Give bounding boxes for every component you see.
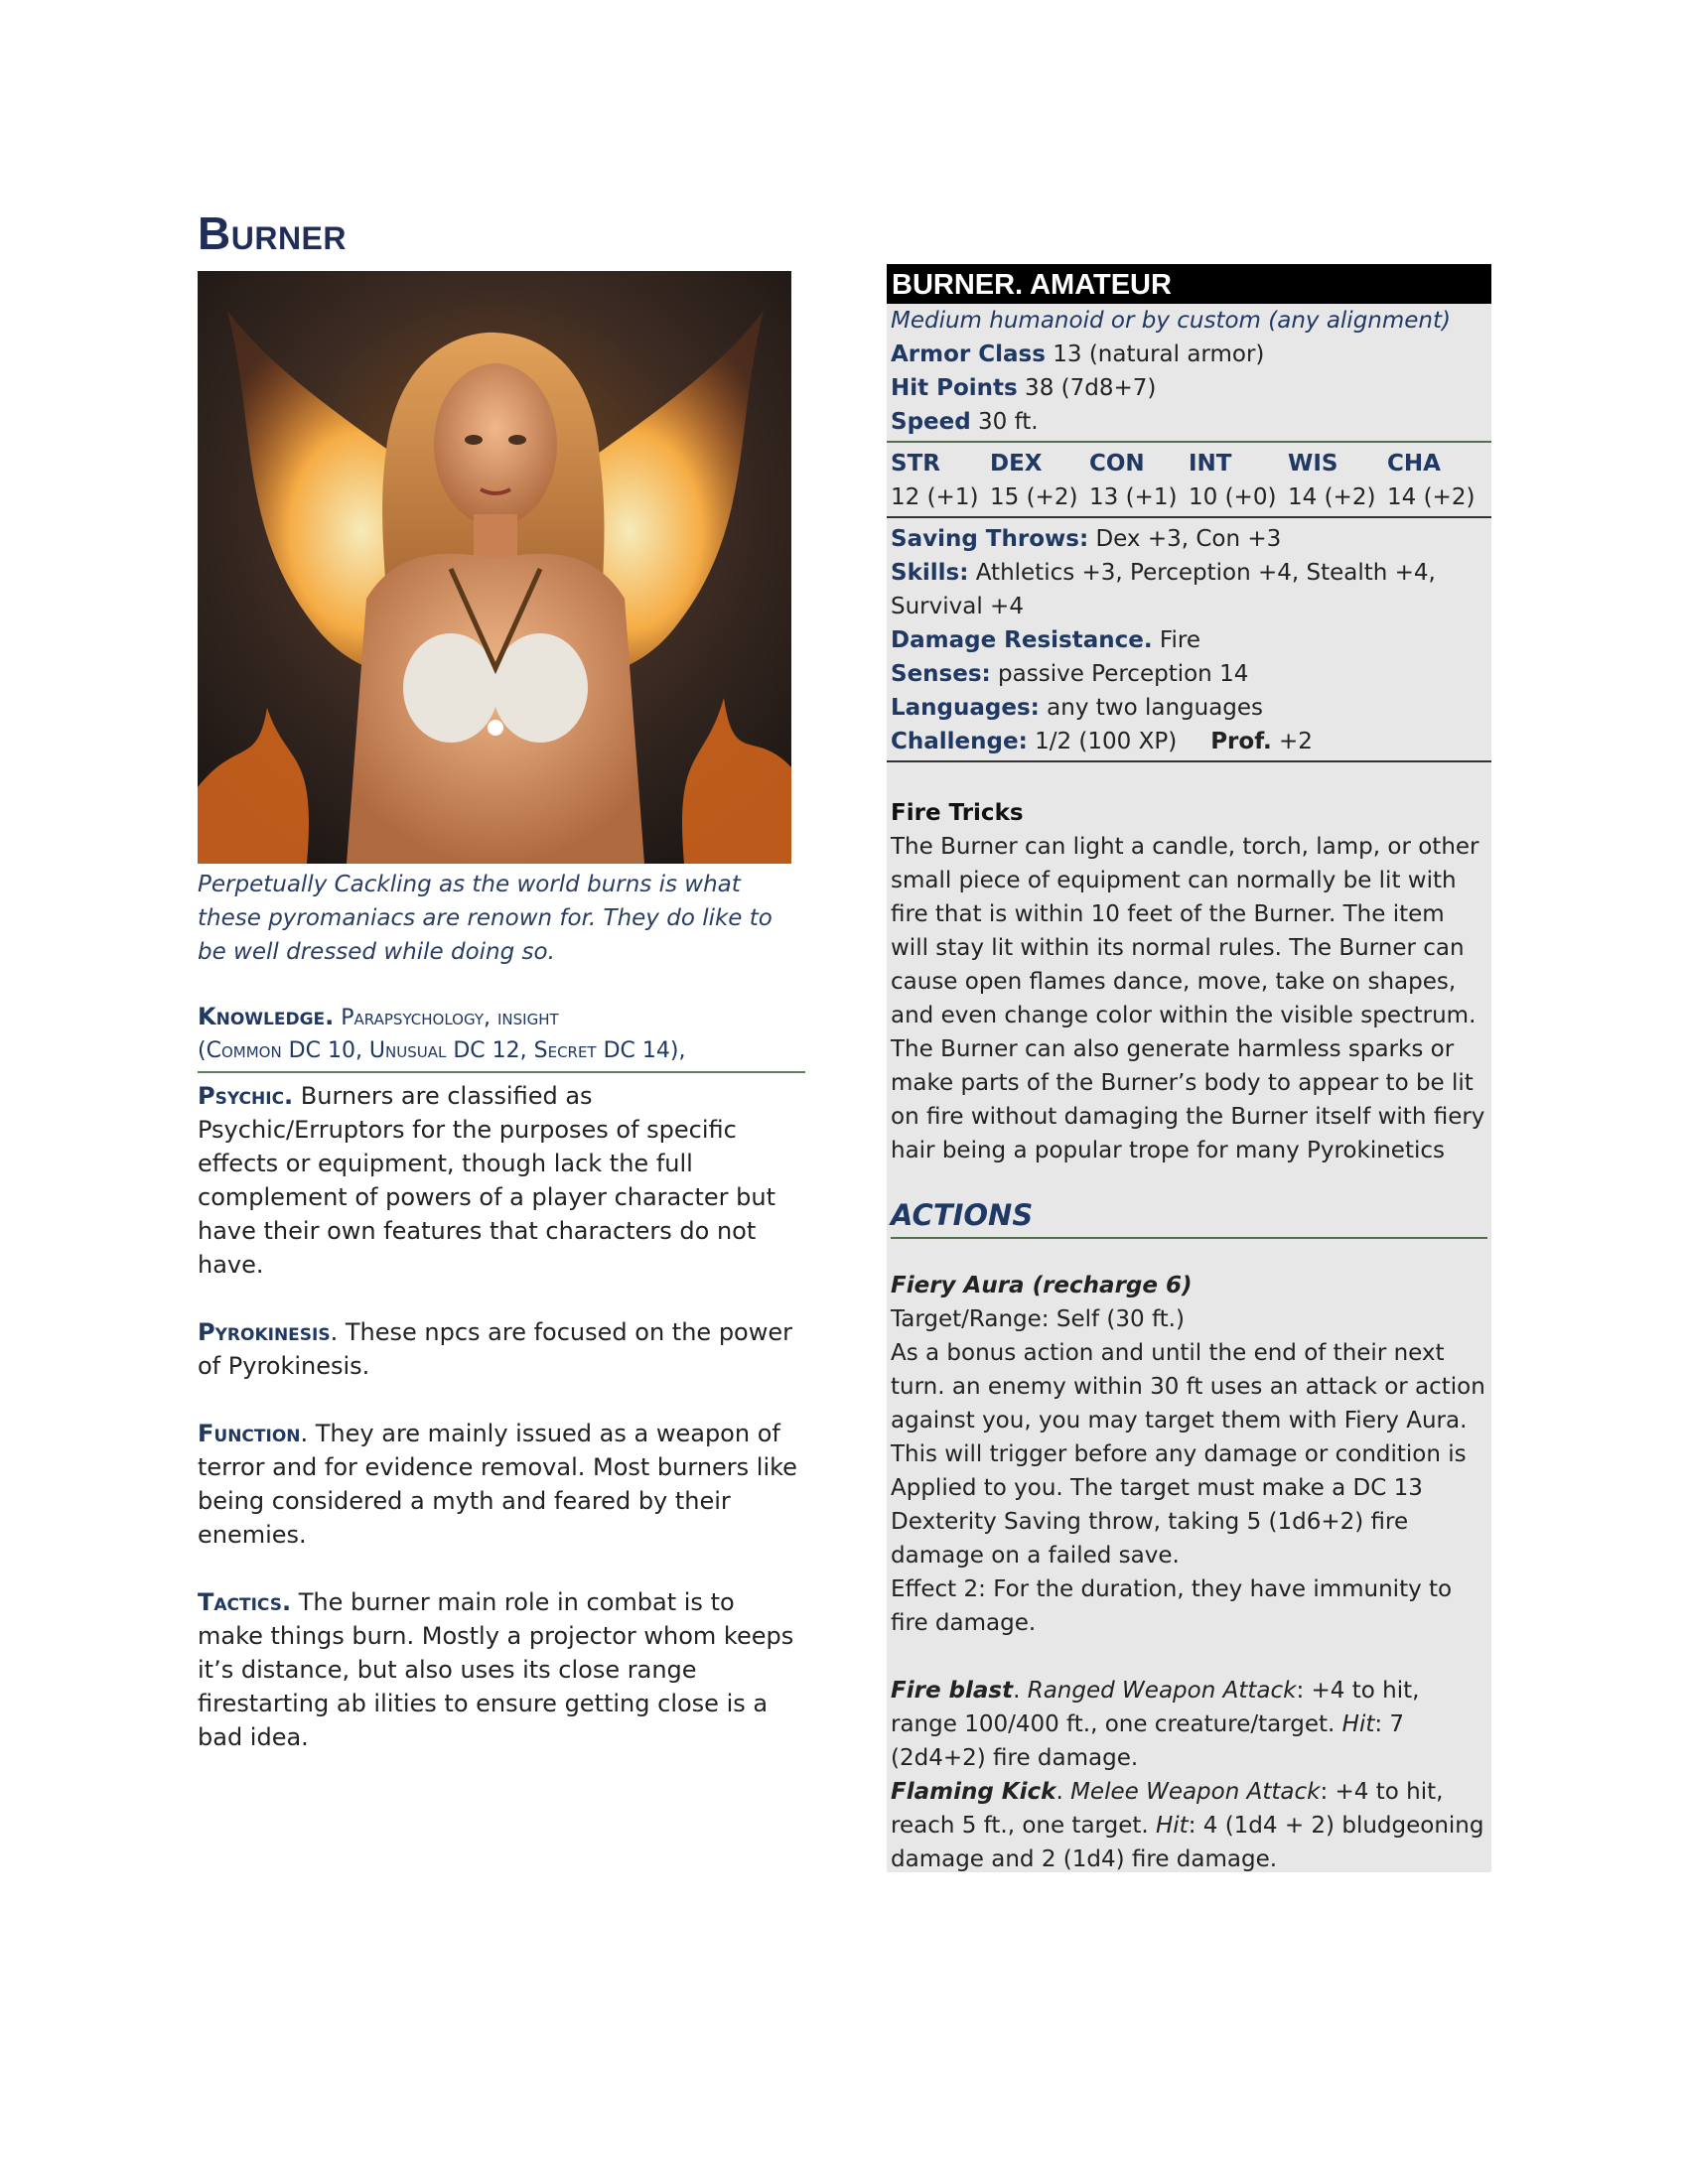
- portrait-caption: Perpetually Cackling as the world burns is what these pyromaniacs are renown for. They do like to be well dressed while doing so.: [198, 872, 773, 965]
- lore-label: Tactics.: [198, 1588, 292, 1616]
- ability-score: 12 (+1): [891, 484, 979, 510]
- creature-type: Medium humanoid or by custom (any alignment): [891, 308, 1451, 334]
- character-portrait: [198, 271, 791, 864]
- action-fire-blast: Fire blast. Ranged Weapon Attack: +4 to hit, range 100/400 ft., one creature/target. Hit: 7 (2d4+2) fire damage.: [891, 1678, 1420, 1771]
- prof-value: +2: [1271, 729, 1313, 754]
- lore-column: [198, 1001, 805, 1788]
- divider: [887, 516, 1491, 518]
- action-range: Target/Range: Self (30 ft.): [891, 1306, 1185, 1332]
- action-flaming-kick: Flaming Kick. Melee Weapon Attack: +4 to hit, reach 5 ft., one target. Hit: 4 (1d4 + 2) bludgeoning damage and 2 (1d4) fire damage.: [891, 1779, 1484, 1872]
- ability-score: 15 (+2): [990, 484, 1078, 510]
- lore-label: Pyrokinesis: [198, 1318, 331, 1346]
- ability-name: WIS: [1288, 451, 1338, 477]
- ability-score: 14 (+2): [1387, 484, 1476, 510]
- lore-label: Psychic.: [198, 1082, 294, 1110]
- lore-text: The burner main role in combat is to make things burn. Mostly a projector whom keeps it’s distance, but also uses its close range firestarting ab ilities to ensure getting close is a bad idea.: [198, 1588, 794, 1751]
- saving-throws: Saving Throws: Dex +3, Con +3: [891, 526, 1282, 552]
- senses: Senses: passive Perception 14: [891, 661, 1249, 687]
- action-effect: Effect 2: For the duration, they have immunity to fire damage.: [891, 1576, 1453, 1636]
- lore-text: Burners are classified as Psychic/Erruptors for the purposes of specific effects or equipment, though lack the full complement of powers of a player character but have their own features that characters do not have.: [198, 1082, 775, 1279]
- ability-name: STR: [891, 451, 940, 477]
- challenge: Challenge: 1/2 (100 XP) Prof. +2: [891, 729, 1313, 754]
- knowledge-dcs: (Common DC 10, Unusual DC 12, Secret DC 14),: [198, 1038, 686, 1063]
- ability-name: INT: [1189, 451, 1232, 477]
- ability-scores: [891, 447, 1487, 514]
- hit-points: Hit Points 38 (7d8+7): [891, 375, 1157, 401]
- speed: Speed 30 ft.: [891, 409, 1039, 435]
- knowledge-skills: Parapsychology, insight: [341, 1006, 559, 1030]
- lore-text: . They are mainly issued as a weapon of terror and for evidence removal. Most burners like being considered a myth and feared by their enemies.: [198, 1420, 797, 1549]
- lore-pyrokinesis: [198, 1315, 805, 1383]
- knowledge-entry: [198, 1001, 805, 1073]
- stat-block: [887, 264, 1491, 1872]
- ability-score: 14 (+2): [1288, 484, 1376, 510]
- divider: [887, 760, 1491, 762]
- lore-text: . These npcs are focused on the power of Pyrokinesis.: [198, 1318, 792, 1380]
- action-text: As a bonus action and until the end of their next turn. an enemy within 30 ft uses an attack or action against you, you may target them with Fiery Aura. This will trigger before any damage or condition is Applied to you. The target must make a DC 13 Dexterity Saving throw, taking 5 (1d6+2) fire damage on a failed save.: [891, 1340, 1485, 1569]
- trait-title: Fire Tricks: [891, 800, 1024, 826]
- languages: Languages: any two languages: [891, 695, 1264, 721]
- lore-function: [198, 1417, 805, 1552]
- trait-text: The Burner can light a candle, torch, lamp, or other small piece of equipment can normally be lit with fire that is within 10 feet of the Burner. The item will stay lit within its normal rules. The Burner can cause open flames dance, move, take on shapes, and even change color within the visible spectrum. The Burner can also generate harmless sparks or make parts of the Burner’s body to appear to be lit on fire without damaging the Burner itself with fiery hair being a popular trope for many Pyrokinetics: [891, 834, 1485, 1163]
- action-title: Fiery Aura (recharge 6): [891, 1273, 1193, 1298]
- damage-resistance: Damage Resistance. Fire: [891, 627, 1200, 653]
- burner-illustration: [198, 271, 791, 864]
- lore-tactics: [198, 1585, 805, 1754]
- knowledge-label: Knowledge.: [198, 1003, 335, 1030]
- lore-label: Function: [198, 1420, 301, 1447]
- armor-class: Armor Class 13 (natural armor): [891, 341, 1265, 367]
- ability-score: 13 (+1): [1089, 484, 1178, 510]
- divider: [887, 441, 1491, 443]
- skills: Skills: Athletics +3, Perception +4, Stealth +4, Survival +4: [891, 560, 1436, 619]
- lore-psychic: [198, 1079, 805, 1282]
- prof-label: Prof.: [1210, 729, 1272, 754]
- ability-score: 10 (+0): [1189, 484, 1277, 510]
- ability-name: CON: [1089, 451, 1145, 477]
- ability-name: CHA: [1387, 451, 1441, 477]
- actions-heading: ACTIONS: [891, 1195, 1487, 1239]
- stat-block-name: BURNER. AMATEUR: [887, 264, 1491, 304]
- page-title: Burner: [198, 207, 348, 259]
- ability-name: DEX: [990, 451, 1043, 477]
